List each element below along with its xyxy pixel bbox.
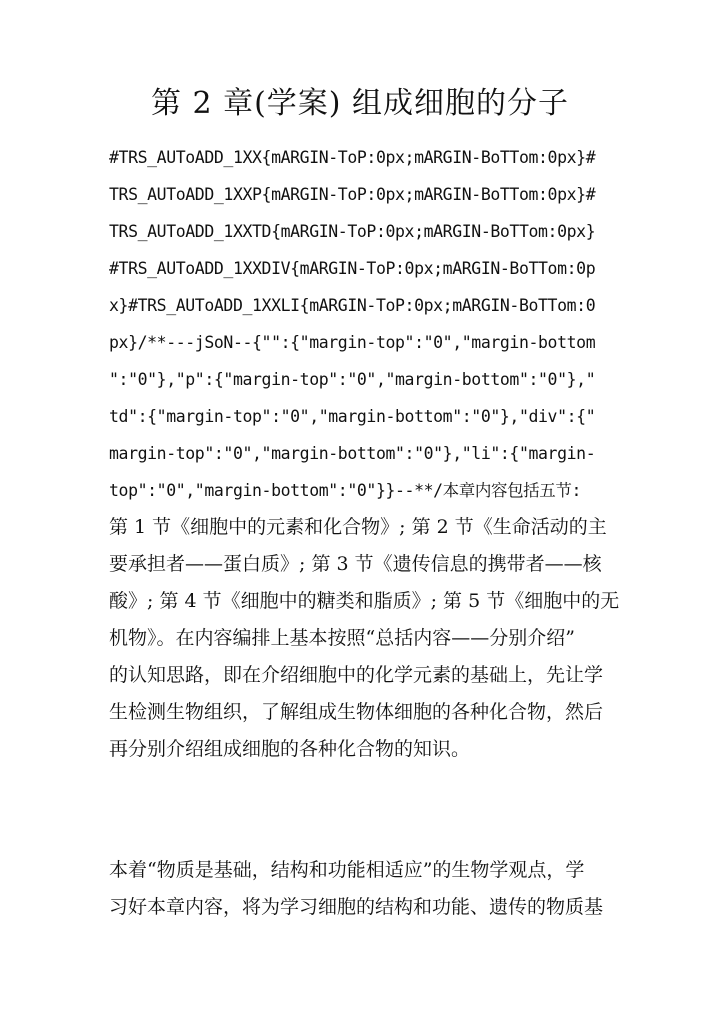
code-line: TRS_AUToADD_1XXP{mARGIN-ToP:0px;mARGIN-BoTTom:0px}# [109, 185, 596, 204]
paragraph-line: 再分别介绍组成细胞的各种化合物的知识。 [109, 738, 471, 760]
paragraph-line: 习好本章内容，将为学习细胞的结构和功能、遗传的物质基 [109, 896, 604, 918]
paragraph-line: 的认知思路，即在介绍细胞中的化学元素的基础上，先让学 [109, 664, 604, 686]
paragraph-line: 要承担者——蛋白质》; 第 3 节《遗传信息的携带者——核 [109, 553, 602, 575]
paragraph-line: 机物》。在内容编排上基本按照“总括内容——分别介绍” [109, 627, 575, 649]
code-line: td":{"margin-top":"0","margin-bottom":"0"},"div":{" [109, 407, 596, 426]
page-title: 第 2 章(学案) 组成细胞的分子 [150, 86, 570, 121]
code-line: #TRS_AUToADD_1XXDIV{mARGIN-ToP:0px;mARGIN-BoTTom:0p [109, 259, 596, 278]
code-line: x}#TRS_AUToADD_1XXLI{mARGIN-ToP:0px;mARGIN-BoTTom:0 [109, 296, 596, 315]
code-line: ":"0"},"p":{"margin-top":"0","margin-bottom":"0"}," [109, 370, 596, 389]
code-line: top":"0","margin-bottom":"0"}}--**/本章内容包括五节: [109, 481, 582, 500]
paragraph-line: 第 1 节《细胞中的元素和化合物》; 第 2 节《生命活动的主 [109, 516, 607, 538]
paragraph-line: 生检测生物组织，了解组成生物体细胞的各种化合物，然后 [109, 701, 604, 723]
code-line: px}/**---jSoN--{"":{"margin-top":"0","margin-bottom [109, 333, 596, 352]
code-line: #TRS_AUToADD_1XX{mARGIN-ToP:0px;mARGIN-BoTTom:0px}# [109, 148, 596, 167]
paragraph-line: 酸》; 第 4 节《细胞中的糖类和脂质》; 第 5 节《细胞中的无 [109, 590, 620, 612]
paragraph-line: 本着“物质是基础，结构和功能相适应”的生物学观点，学 [109, 859, 585, 881]
code-line: TRS_AUToADD_1XXTD{mARGIN-ToP:0px;mARGIN-BoTTom:0px} [109, 222, 596, 241]
code-line: margin-top":"0","margin-bottom":"0"},"li":{"margin- [109, 444, 596, 463]
